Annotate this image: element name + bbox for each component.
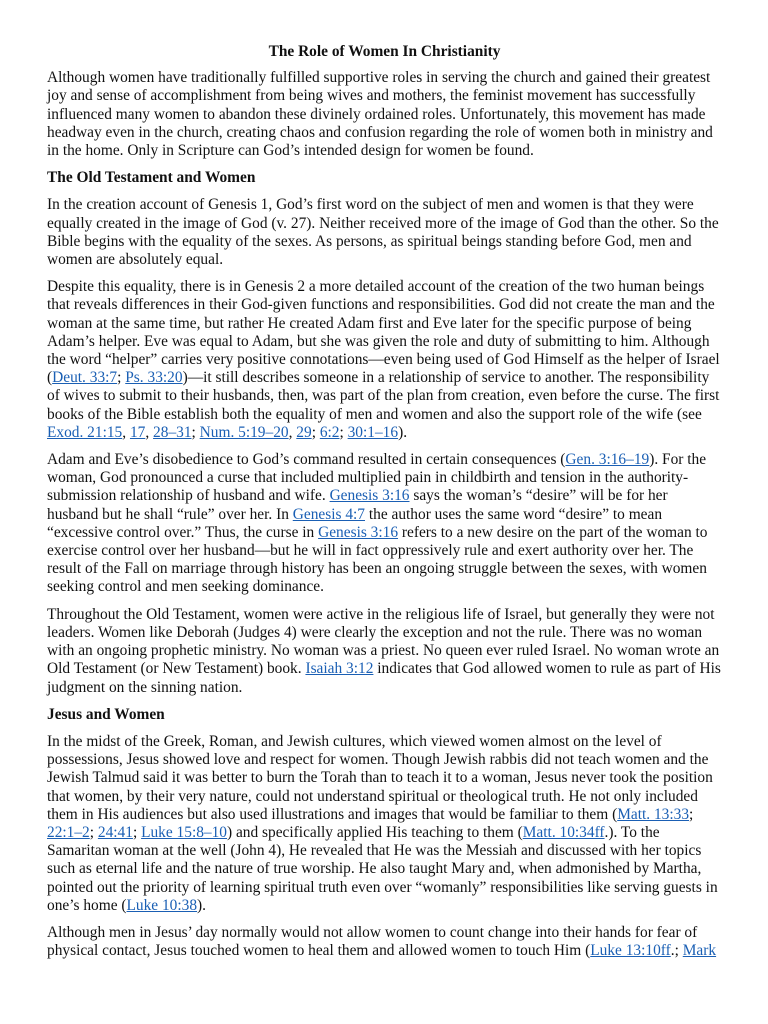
scripture-link-num-6-2[interactable]: 6:2 bbox=[319, 423, 340, 441]
text-run: ; bbox=[689, 805, 694, 823]
scripture-link-matt-22-1-2[interactable]: 22:1–2 bbox=[47, 823, 90, 841]
text-run: ; bbox=[117, 369, 126, 387]
scripture-link-isaiah-3-12[interactable]: Isaiah 3:12 bbox=[305, 660, 374, 678]
scripture-link-gen-3-16-19[interactable]: Gen. 3:16–19 bbox=[565, 451, 650, 469]
scripture-link-luke-10-38[interactable]: Luke 10:38 bbox=[126, 896, 198, 914]
scripture-link-genesis-4-7[interactable]: Genesis 4:7 bbox=[292, 505, 365, 523]
text-run: ). bbox=[398, 423, 408, 441]
ot-paragraph-4 bbox=[47, 606, 722, 697]
scripture-link-luke-15-8-10[interactable]: Luke 15:8–10 bbox=[141, 823, 227, 841]
text-run: ; bbox=[89, 823, 98, 841]
section-heading-jesus: Jesus and Women bbox=[47, 705, 165, 723]
text-run: ; bbox=[132, 823, 142, 841]
text-run: refers to a new desire on the part of the woman to exercise control over her husband—but he will in fact oppressively rule and exert authority over her. The result of the Fall on marriage through history has been an ongoing struggle between the sexes, with women seeking control and men seeking dominance. bbox=[47, 523, 708, 596]
scripture-link-deut-33-7[interactable]: Deut. 33:7 bbox=[52, 369, 118, 387]
document-title: The Role of Women In Christianity bbox=[268, 43, 501, 60]
jesus-paragraph-2 bbox=[47, 924, 722, 960]
text-run: , bbox=[145, 423, 154, 441]
scripture-link-matt-24-41[interactable]: 24:41 bbox=[97, 823, 133, 841]
scripture-link-exod-21-28-31[interactable]: 28–31 bbox=[153, 423, 192, 441]
scripture-link-num-5-19-20[interactable]: Num. 5:19–20 bbox=[199, 423, 289, 441]
text-run: , bbox=[122, 423, 130, 441]
text-run: Despite this equality, there is in Genesis 2 a more detailed account of the creation of the two human beings that reveals differences in their God-given functions and responsibilities. God did not create the man and the woman at the same time, but rather He created Adam first and Eve later for the specific purpose of being Adam’s helper. Eve was equal to Adam, but she was given the role and duty of submitting to him. Although the word “helper” carries very positive connotations—even being used of God Himself as the helper of Israel ( bbox=[47, 278, 720, 387]
text-run: .). To the Samaritan woman at the well (John 4), He revealed that He was the Messiah and discussed with her topics such as eternal life and the nature of true worship. He also taught Mary and, when admonished by Martha, pointed out the priority of learning spiritual truth even over “womanly” responsibilities like serving guests in one’s home ( bbox=[47, 823, 718, 914]
scripture-link-exod-21-17[interactable]: 17 bbox=[129, 423, 146, 441]
text-run: says the woman’s “desire” will be for her husband but he shall “rule” over her. In bbox=[47, 487, 668, 523]
intro-paragraph: Although women have traditionally fulfilled supportive roles in serving the church and gained their greatest joy and sense of accomplishment from being wives and mothers, the feminist movement has successfully influenced many women to abandon these divinely ordained roles. Unfortunately, this movement has made headway even in the church, creating chaos and confusion regarding the role of women both in ministry and in the home. Only in Scripture can God’s intended design for women be found. bbox=[47, 69, 713, 160]
scripture-link-mark[interactable]: Mark bbox=[682, 942, 717, 960]
scripture-link-luke-13-10ff[interactable]: Luke 13:10ff bbox=[590, 942, 671, 960]
text-run: indicates that God allowed women to rule as part of His judgment on the sinning nation. bbox=[47, 660, 721, 696]
text-run: In the midst of the Greek, Roman, and Jewish cultures, which viewed women almost on the level of possessions, Jesus showed love and respect for women. Though Jewish rabbis did not teach women and the Jewish Talmud said it was better to burn the Torah than to teach it to a woman, Jesus never took the position that women, by their very nature, could not understand spiritual or theological truth. He not only included them in His audiences but also used illustrations and images that would be familiar to them ( bbox=[47, 732, 713, 823]
text-run: Adam and Eve’s disobedience to God’s command resulted in certain consequences ( bbox=[47, 451, 566, 469]
text-run: ). bbox=[197, 896, 207, 914]
text-run: Although men in Jesus’ day normally would not allow women to count change into their hands for fear of physical contact, Jesus touched women to heal them and allowed women to touch Him ( bbox=[47, 923, 698, 960]
ot-paragraph-1: In the creation account of Genesis 1, God’s first word on the subject of men and women is that they were equally created in the image of God (v. 27). Neither received more of the image of God than the other. So the Bible begins with the equality of the sexes. As persons, as spiritual beings standing before God, men and women are absolutely equal. bbox=[47, 196, 719, 269]
text-run: ). For the woman, God pronounced a curse that included multiplied pain in childbirth and tension in the authority-submission relationship of husband and wife. bbox=[47, 451, 707, 505]
ot-paragraph-3 bbox=[47, 451, 722, 597]
text-run: )—it still describes someone in a relationship of service to another. The responsibility of wives to submit to their husbands, then, was part of the plan from creation, even before the curse. The first books of the Bible establish both the equality of men and women and also the support role of the wife (see bbox=[47, 369, 720, 423]
scripture-link-num-5-29[interactable]: 29 bbox=[296, 423, 312, 441]
text-run: ) and specifically applied His teaching to them ( bbox=[227, 823, 523, 841]
text-run: , bbox=[288, 423, 297, 441]
jesus-paragraph-1 bbox=[47, 733, 722, 915]
scripture-link-num-30-1-16[interactable]: 30:1–16 bbox=[347, 423, 399, 441]
text-run: .; bbox=[670, 942, 683, 960]
text-run: ; bbox=[311, 423, 320, 441]
scripture-link-matt-13-33[interactable]: Matt. 13:33 bbox=[617, 805, 690, 823]
text-run: ; bbox=[339, 423, 348, 441]
ot-paragraph-2 bbox=[47, 278, 722, 442]
section-heading-old-testament: The Old Testament and Women bbox=[47, 169, 256, 187]
scripture-link-genesis-3-16[interactable]: Genesis 3:16 bbox=[329, 487, 410, 505]
scripture-link-genesis-3-16-second[interactable]: Genesis 3:16 bbox=[318, 523, 399, 541]
scripture-link-ps-33-20[interactable]: Ps. 33:20 bbox=[125, 369, 183, 387]
scripture-link-matt-10-34ff[interactable]: Matt. 10:34ff bbox=[522, 823, 605, 841]
text-run: Throughout the Old Testament, women were active in the religious life of Israel, but generally they were not leaders. Women like Deborah (Judges 4) were clearly the exception and not the rule. There was no woman with an ongoing prophetic ministry. No woman was a priest. No queen ever ruled Israel. No woman wrote an Old Testament (or New Testament) book. bbox=[47, 605, 720, 678]
scripture-link-exod-21-15[interactable]: Exod. 21:15 bbox=[47, 423, 123, 441]
text-run: ; bbox=[191, 423, 200, 441]
text-run: the author uses the same word “desire” to mean “excessive control over.” Thus, the curse in bbox=[47, 505, 663, 541]
